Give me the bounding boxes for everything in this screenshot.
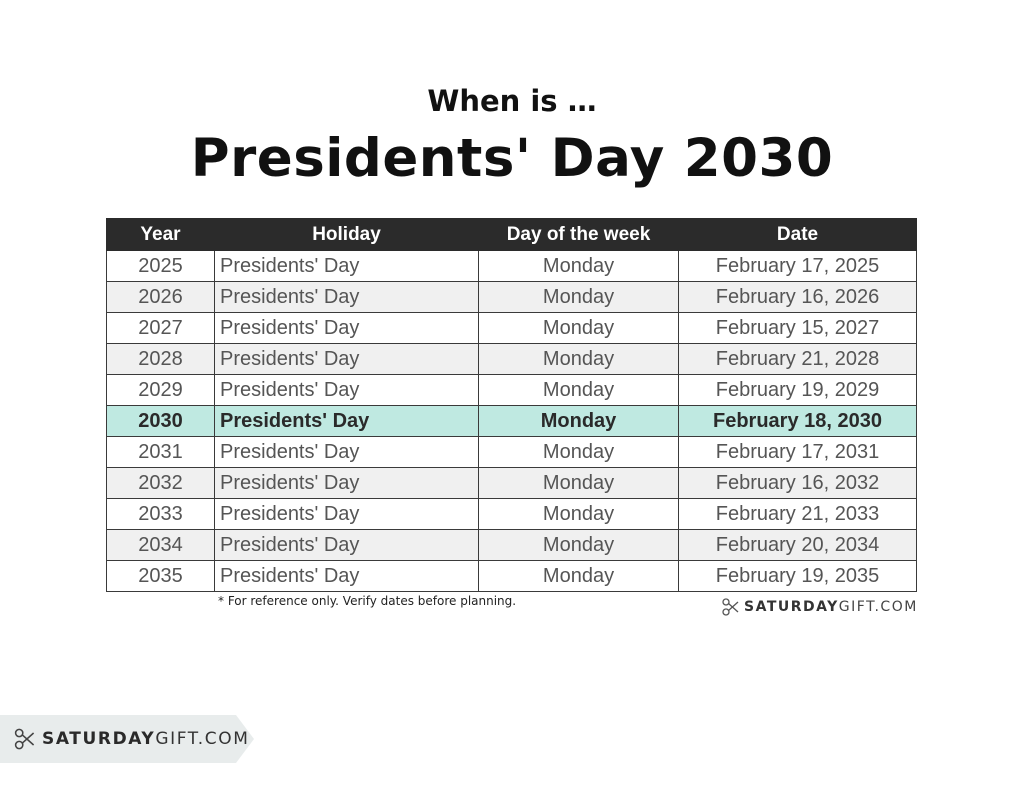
cell-holiday: Presidents' Day xyxy=(215,344,479,375)
brand-logo-large xyxy=(12,727,249,751)
cell-date: February 20, 2034 xyxy=(679,530,917,561)
table-row xyxy=(107,251,917,282)
table-row xyxy=(107,530,917,561)
scissors-ribbon-icon xyxy=(12,727,36,751)
cell-year: 2031 xyxy=(107,437,215,468)
table-row xyxy=(107,344,917,375)
table-row xyxy=(107,375,917,406)
column-header-holiday: Holiday xyxy=(215,219,479,251)
table-row xyxy=(107,499,917,530)
cell-holiday: Presidents' Day xyxy=(215,313,479,344)
cell-year: 2035 xyxy=(107,561,215,592)
table-row xyxy=(107,468,917,499)
cell-day: Monday xyxy=(479,313,679,344)
table-header-row xyxy=(107,219,917,251)
column-header-year: Year xyxy=(107,219,215,251)
cell-year: 2025 xyxy=(107,251,215,282)
page-subtitle: When is … xyxy=(427,84,597,118)
brand-name-rest: GIFT.COM xyxy=(838,599,918,615)
column-header-day: Day of the week xyxy=(479,219,679,251)
page-title: Presidents' Day 2030 xyxy=(190,128,834,189)
brand-name-bold: SATURDAY xyxy=(744,599,839,615)
cell-date: February 17, 2025 xyxy=(679,251,917,282)
cell-date: February 19, 2035 xyxy=(679,561,917,592)
holiday-table xyxy=(106,218,917,592)
cell-day: Monday xyxy=(479,406,679,437)
cell-year: 2033 xyxy=(107,499,215,530)
table-row xyxy=(107,282,917,313)
cell-day: Monday xyxy=(479,561,679,592)
cell-day: Monday xyxy=(479,530,679,561)
cell-date: February 18, 2030 xyxy=(679,406,917,437)
cell-year: 2034 xyxy=(107,530,215,561)
cell-year: 2026 xyxy=(107,282,215,313)
table-row xyxy=(107,561,917,592)
cell-holiday: Presidents' Day xyxy=(215,406,479,437)
cell-year: 2028 xyxy=(107,344,215,375)
cell-date: February 21, 2028 xyxy=(679,344,917,375)
cell-date: February 16, 2032 xyxy=(679,468,917,499)
cell-holiday: Presidents' Day xyxy=(215,437,479,468)
brand-name-rest: GIFT.COM xyxy=(155,729,250,749)
table-row xyxy=(107,437,917,468)
cell-holiday: Presidents' Day xyxy=(215,282,479,313)
cell-day: Monday xyxy=(479,437,679,468)
cell-date: February 17, 2031 xyxy=(679,437,917,468)
cell-year: 2029 xyxy=(107,375,215,406)
cell-day: Monday xyxy=(479,468,679,499)
cell-day: Monday xyxy=(479,282,679,313)
cell-day: Monday xyxy=(479,251,679,282)
cell-date: February 19, 2029 xyxy=(679,375,917,406)
scissors-ribbon-icon xyxy=(720,597,740,617)
cell-year: 2032 xyxy=(107,468,215,499)
table-row xyxy=(107,313,917,344)
cell-holiday: Presidents' Day xyxy=(215,251,479,282)
footnote: * For reference only. Verify dates before planning. xyxy=(218,594,517,608)
cell-year: 2030 xyxy=(107,406,215,437)
cell-day: Monday xyxy=(479,375,679,406)
cell-holiday: Presidents' Day xyxy=(215,375,479,406)
column-header-date: Date xyxy=(679,219,917,251)
cell-holiday: Presidents' Day xyxy=(215,561,479,592)
cell-day: Monday xyxy=(479,499,679,530)
cell-year: 2027 xyxy=(107,313,215,344)
cell-holiday: Presidents' Day xyxy=(215,530,479,561)
cell-date: February 15, 2027 xyxy=(679,313,917,344)
brand-logo-small xyxy=(720,597,918,617)
cell-date: February 16, 2026 xyxy=(679,282,917,313)
cell-date: February 21, 2033 xyxy=(679,499,917,530)
table-row xyxy=(107,406,917,437)
cell-holiday: Presidents' Day xyxy=(215,468,479,499)
cell-holiday: Presidents' Day xyxy=(215,499,479,530)
brand-name-bold: SATURDAY xyxy=(42,729,156,749)
cell-day: Monday xyxy=(479,344,679,375)
table-body xyxy=(107,251,917,592)
